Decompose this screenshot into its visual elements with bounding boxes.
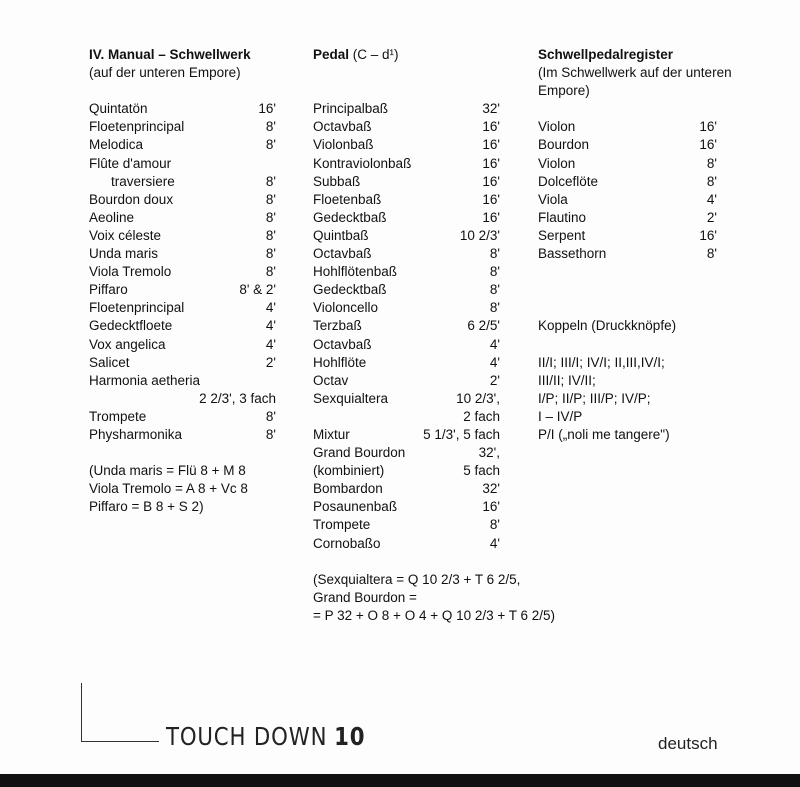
stop-row: Aeoline 8' [89, 209, 276, 225]
stop-row: Hohlflöte 4' [313, 354, 500, 370]
pedal-column [313, 46, 556, 625]
stop-row: Viola 4' [538, 191, 717, 207]
manual-stop-list [89, 100, 276, 444]
manual-note: Piffaro = B 8 + S 2) [89, 499, 204, 515]
stop-row: Flautino 2' [538, 209, 717, 225]
stop-row: Trompete 8' [313, 517, 500, 533]
stop-row: Cornobaßo 4' [313, 535, 500, 551]
stop-row: Terzbaß 6 2/5' [313, 318, 500, 334]
stop-row: Physharmonika 8' [89, 426, 276, 442]
schwellpedal-subtitle: Empore) [538, 83, 590, 99]
brand-text: TOUCH DOWN [166, 722, 328, 751]
bottom-edge-bar [0, 774, 800, 787]
koppeln-line: P/I („noli me tangere") [538, 426, 670, 442]
stop-row: Violonbaß 16' [313, 137, 500, 153]
pedal-stop-list [313, 100, 500, 552]
stop-row: Harmonia aetheria [89, 372, 201, 388]
stop-row: Bourdon doux 8' [89, 191, 276, 207]
koppeln-line: II/I; III/I; IV/I; II,III,IV/I; [538, 354, 665, 370]
stop-row: Octavbaß 8' [313, 246, 500, 262]
schwellpedal-column [538, 46, 732, 444]
page-number: 10 [334, 722, 366, 751]
koppeln-title: Koppeln (Druckknöpfe) [538, 318, 677, 334]
stop-row: Violon 8' [538, 155, 717, 171]
stop-row: traversiere 8' [111, 173, 276, 189]
stop-row: Sexquialtera 10 2/3', [313, 390, 500, 406]
stop-row: Gedecktbaß 16' [313, 209, 500, 225]
stop-row: Hohlflötenbaß 8' [313, 264, 500, 280]
pedal-note: (Sexquialtera = Q 10 2/3 + T 6 2/5, [313, 571, 521, 587]
footer-horizontal-rule [81, 741, 159, 742]
stop-row: Melodica 8' [89, 137, 276, 153]
manual-title: IV. Manual – Schwellwerk [89, 47, 251, 62]
pedal-note: Grand Bourdon = [313, 589, 417, 605]
stop-row: Flûte d'amour [89, 155, 172, 171]
stop-row: Bassethorn 8' [538, 246, 717, 262]
stop-row: Voix céleste 8' [89, 227, 276, 243]
stop-row: Violoncello 8' [313, 300, 500, 316]
stop-row: Kontraviolonbaß 16' [313, 155, 500, 171]
stop-row: Quintbaß 10 2/3' [313, 227, 500, 243]
stop-row: Octavbaß 16' [313, 119, 500, 135]
manual-column [89, 46, 276, 516]
stop-row: Bombardon 32' [313, 481, 500, 497]
stop-row: Mixtur 5 1/3', 5 fach [313, 426, 500, 442]
stop-row: Quintatön 16' [89, 101, 276, 117]
koppeln-line: I – IV/P [538, 408, 583, 424]
stop-row: Trompete 8' [89, 408, 276, 424]
stop-row: Viola Tremolo 8' [89, 264, 276, 280]
stop-row: Serpent 16' [538, 227, 717, 243]
stop-row: Vox angelica 4' [89, 336, 276, 352]
stop-row: Octavbaß 4' [313, 336, 500, 352]
stop-row: Salicet 2' [89, 354, 276, 370]
footer-brand [166, 722, 365, 751]
stop-row: Principalbaß 32' [313, 101, 500, 117]
stop-row: Subbaß 16' [313, 173, 500, 189]
stop-row: Floetenprincipal 8' [89, 119, 276, 135]
stop-row: Piffaro 8' & 2' [89, 282, 276, 298]
pedal-title: Pedal [313, 47, 350, 62]
stop-row: Floetenprincipal 4' [89, 300, 276, 316]
stop-row: Gedecktfloete 4' [89, 318, 276, 334]
stop-row: Floetenbaß 16' [313, 191, 500, 207]
stop-row: Posaunenbaß 16' [313, 499, 500, 515]
footer-vertical-rule [81, 683, 82, 741]
stop-row: Grand Bourdon 32', [313, 445, 500, 461]
koppeln-line: III/II; IV/II; [538, 372, 596, 388]
schwellpedal-title: Schwellpedalregister [538, 47, 674, 62]
pedal-title-line [313, 46, 500, 64]
footer-language: deutsch [658, 734, 718, 753]
manual-note: (Unda maris = Flü 8 + M 8 [89, 463, 246, 479]
schwellpedal-stop-list [538, 118, 717, 263]
stop-row: Dolceflöte 8' [538, 173, 717, 189]
stop-row: Bourdon 16' [538, 137, 717, 153]
stop-row: Octav 2' [313, 372, 500, 388]
manual-note: Viola Tremolo = A 8 + Vc 8 [89, 481, 248, 497]
stop-row: 2 fach [463, 408, 500, 424]
pedal-note: = P 32 + O 8 + O 4 + Q 10 2/3 + T 6 2/5) [313, 607, 556, 623]
manual-subtitle: (auf der unteren Empore) [89, 65, 241, 81]
koppeln-line: I/P; II/P; III/P; IV/P; [538, 390, 651, 406]
stop-row: Gedecktbaß 8' [313, 282, 500, 298]
stop-row: 2 2/3', 3 fach [199, 390, 276, 406]
stop-row: Violon 16' [538, 119, 717, 135]
stop-row: Unda maris 8' [89, 246, 276, 262]
stop-row: (kombiniert) 5 fach [313, 463, 500, 479]
pedal-range: (C – d¹) [352, 47, 399, 62]
schwellpedal-subtitle: (Im Schwellwerk auf der unteren [538, 65, 732, 81]
